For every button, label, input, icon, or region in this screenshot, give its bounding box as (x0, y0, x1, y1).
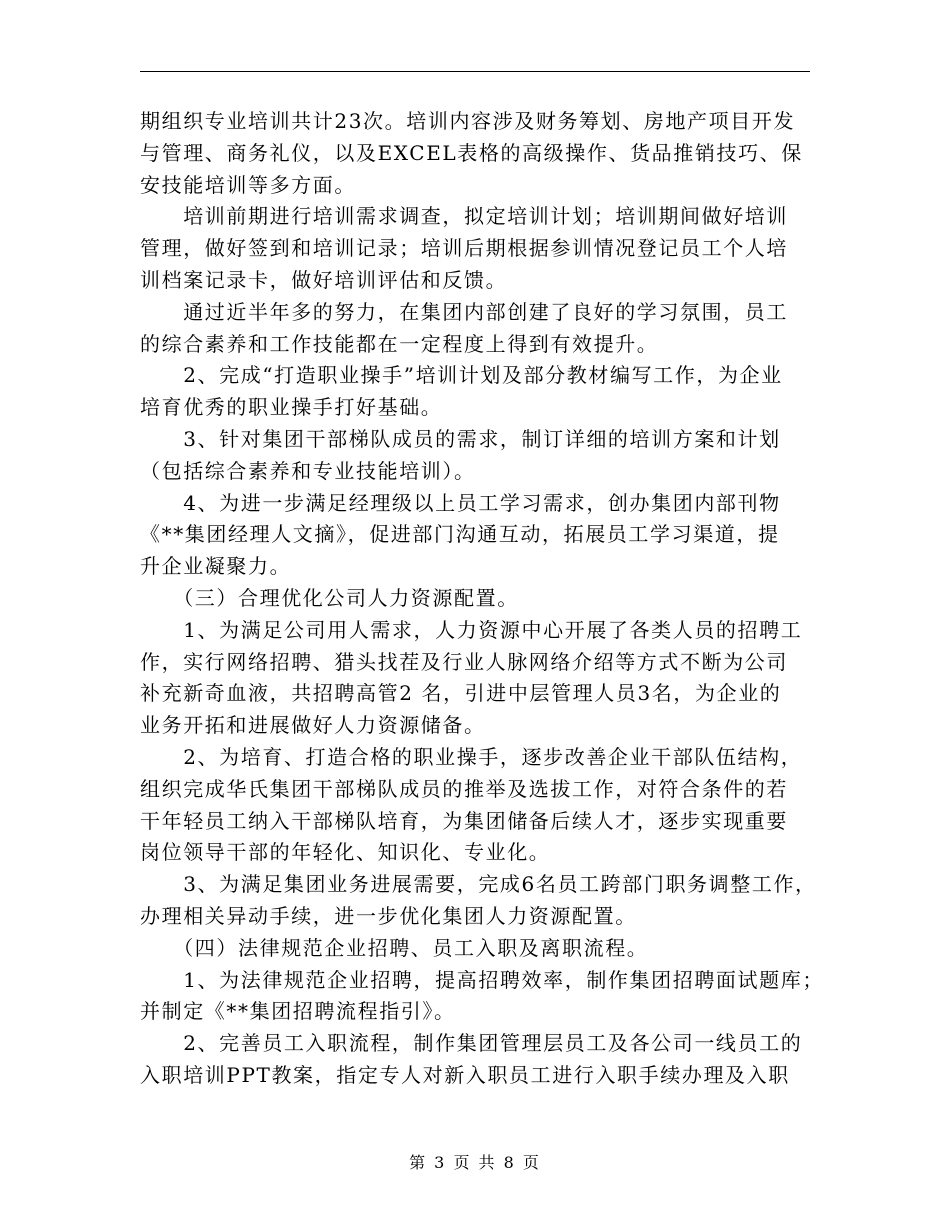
text-line: 2、完善员工入职流程，制作集团管理层员工及各公司一线员工的 (140, 1031, 803, 1056)
text-line: 与管理、商务礼仪，以及EXCEL表格的高级操作、货品推销技巧、保 (140, 140, 803, 165)
text-line: 安技能培训等多方面。 (140, 172, 356, 197)
text-line: 培训前期进行培训需求调查，拟定培训计划；培训期间做好培训 (140, 204, 788, 229)
text-line: 组织完成华氏集团干部梯队成员的推举及选拔工作，对符合条件的若 (140, 776, 788, 801)
text-line: 期组织专业培训共计23次。培训内容涉及财务筹划、房地产项目开发 (140, 109, 796, 133)
text-line: 培育优秀的职业操手打好基础。 (140, 395, 443, 420)
text-line: 办理相关异动手续，进一步优化集团人力资源配置。 (140, 903, 637, 928)
text-line: 岗位领导干部的年轻化、知识化、专业化。 (140, 840, 551, 865)
text-line: 1、为满足公司用人需求，人力资源中心开展了各类人员的招聘工 (140, 617, 803, 642)
page-footer: 第 3 页 共 8 页 (409, 1153, 541, 1172)
text-line: 业务开拓和进展做好人力资源储备。 (140, 713, 486, 738)
text-line: 通过近半年多的努力，在集团内部创建了良好的学习氛围，员工 (140, 299, 788, 324)
text-line: 训档案记录卡，做好培训评估和反馈。 (140, 267, 508, 292)
document-body (140, 106, 824, 1092)
text-line: 升企业凝聚力。 (140, 554, 292, 579)
text-line: 作，实行网络招聘、猎头找茬及行业人脉网络介绍等方式不断为公司 (140, 649, 788, 674)
text-line: 补充新奇血液，共招聘高管2 名，引进中层管理人员3名，为企业的 (140, 681, 782, 706)
text-line: 《**集团经理人文摘》，促进部门沟通互动，拓展员工学习渠道，提 (140, 522, 780, 547)
text-line: 4、为进一步满足经理级以上员工学习需求，创办集团内部刊物 (140, 490, 781, 515)
text-line: （包括综合素养和专业技能培训）。 (140, 458, 476, 483)
header-rule (140, 71, 810, 72)
text-line: 干年轻员工纳入干部梯队培育，为集团储备后续人才，逐步实现重要 (140, 808, 788, 833)
text-line: 3、针对集团干部梯队成员的需求，制订详细的培训方案和计划 (140, 426, 781, 451)
text-line: 1、为法律规范企业招聘，提高招聘效率，制作集团招聘面试题库； (140, 967, 824, 992)
text-line: 管理，做好签到和培训记录；培训后期根据参训情况登记员工个人培 (140, 236, 788, 261)
text-line: 入职培训PPT教案，指定专人对新入职员工进行入职手续办理及入职 (140, 1062, 790, 1087)
text-line: 3、为满足集团业务进展需要，完成6名员工跨部门职务调整工作， (140, 872, 817, 897)
text-line: 2、完成“打造职业操手”培训计划及部分教材编写工作，为企业 (140, 363, 783, 388)
text-line: 2、为培育、打造合格的职业操手，逐步改善企业干部队伍结构， (140, 744, 803, 769)
text-line: （四）法律规范企业招聘、员工入职及离职流程。 (140, 935, 649, 960)
text-line: （三）合理优化公司人力资源配置。 (140, 585, 519, 610)
text-line: 并制定《**集团招聘流程指引》。 (140, 999, 456, 1024)
text-line: 的综合素养和工作技能都在一定程度上得到有效提升。 (140, 331, 659, 356)
